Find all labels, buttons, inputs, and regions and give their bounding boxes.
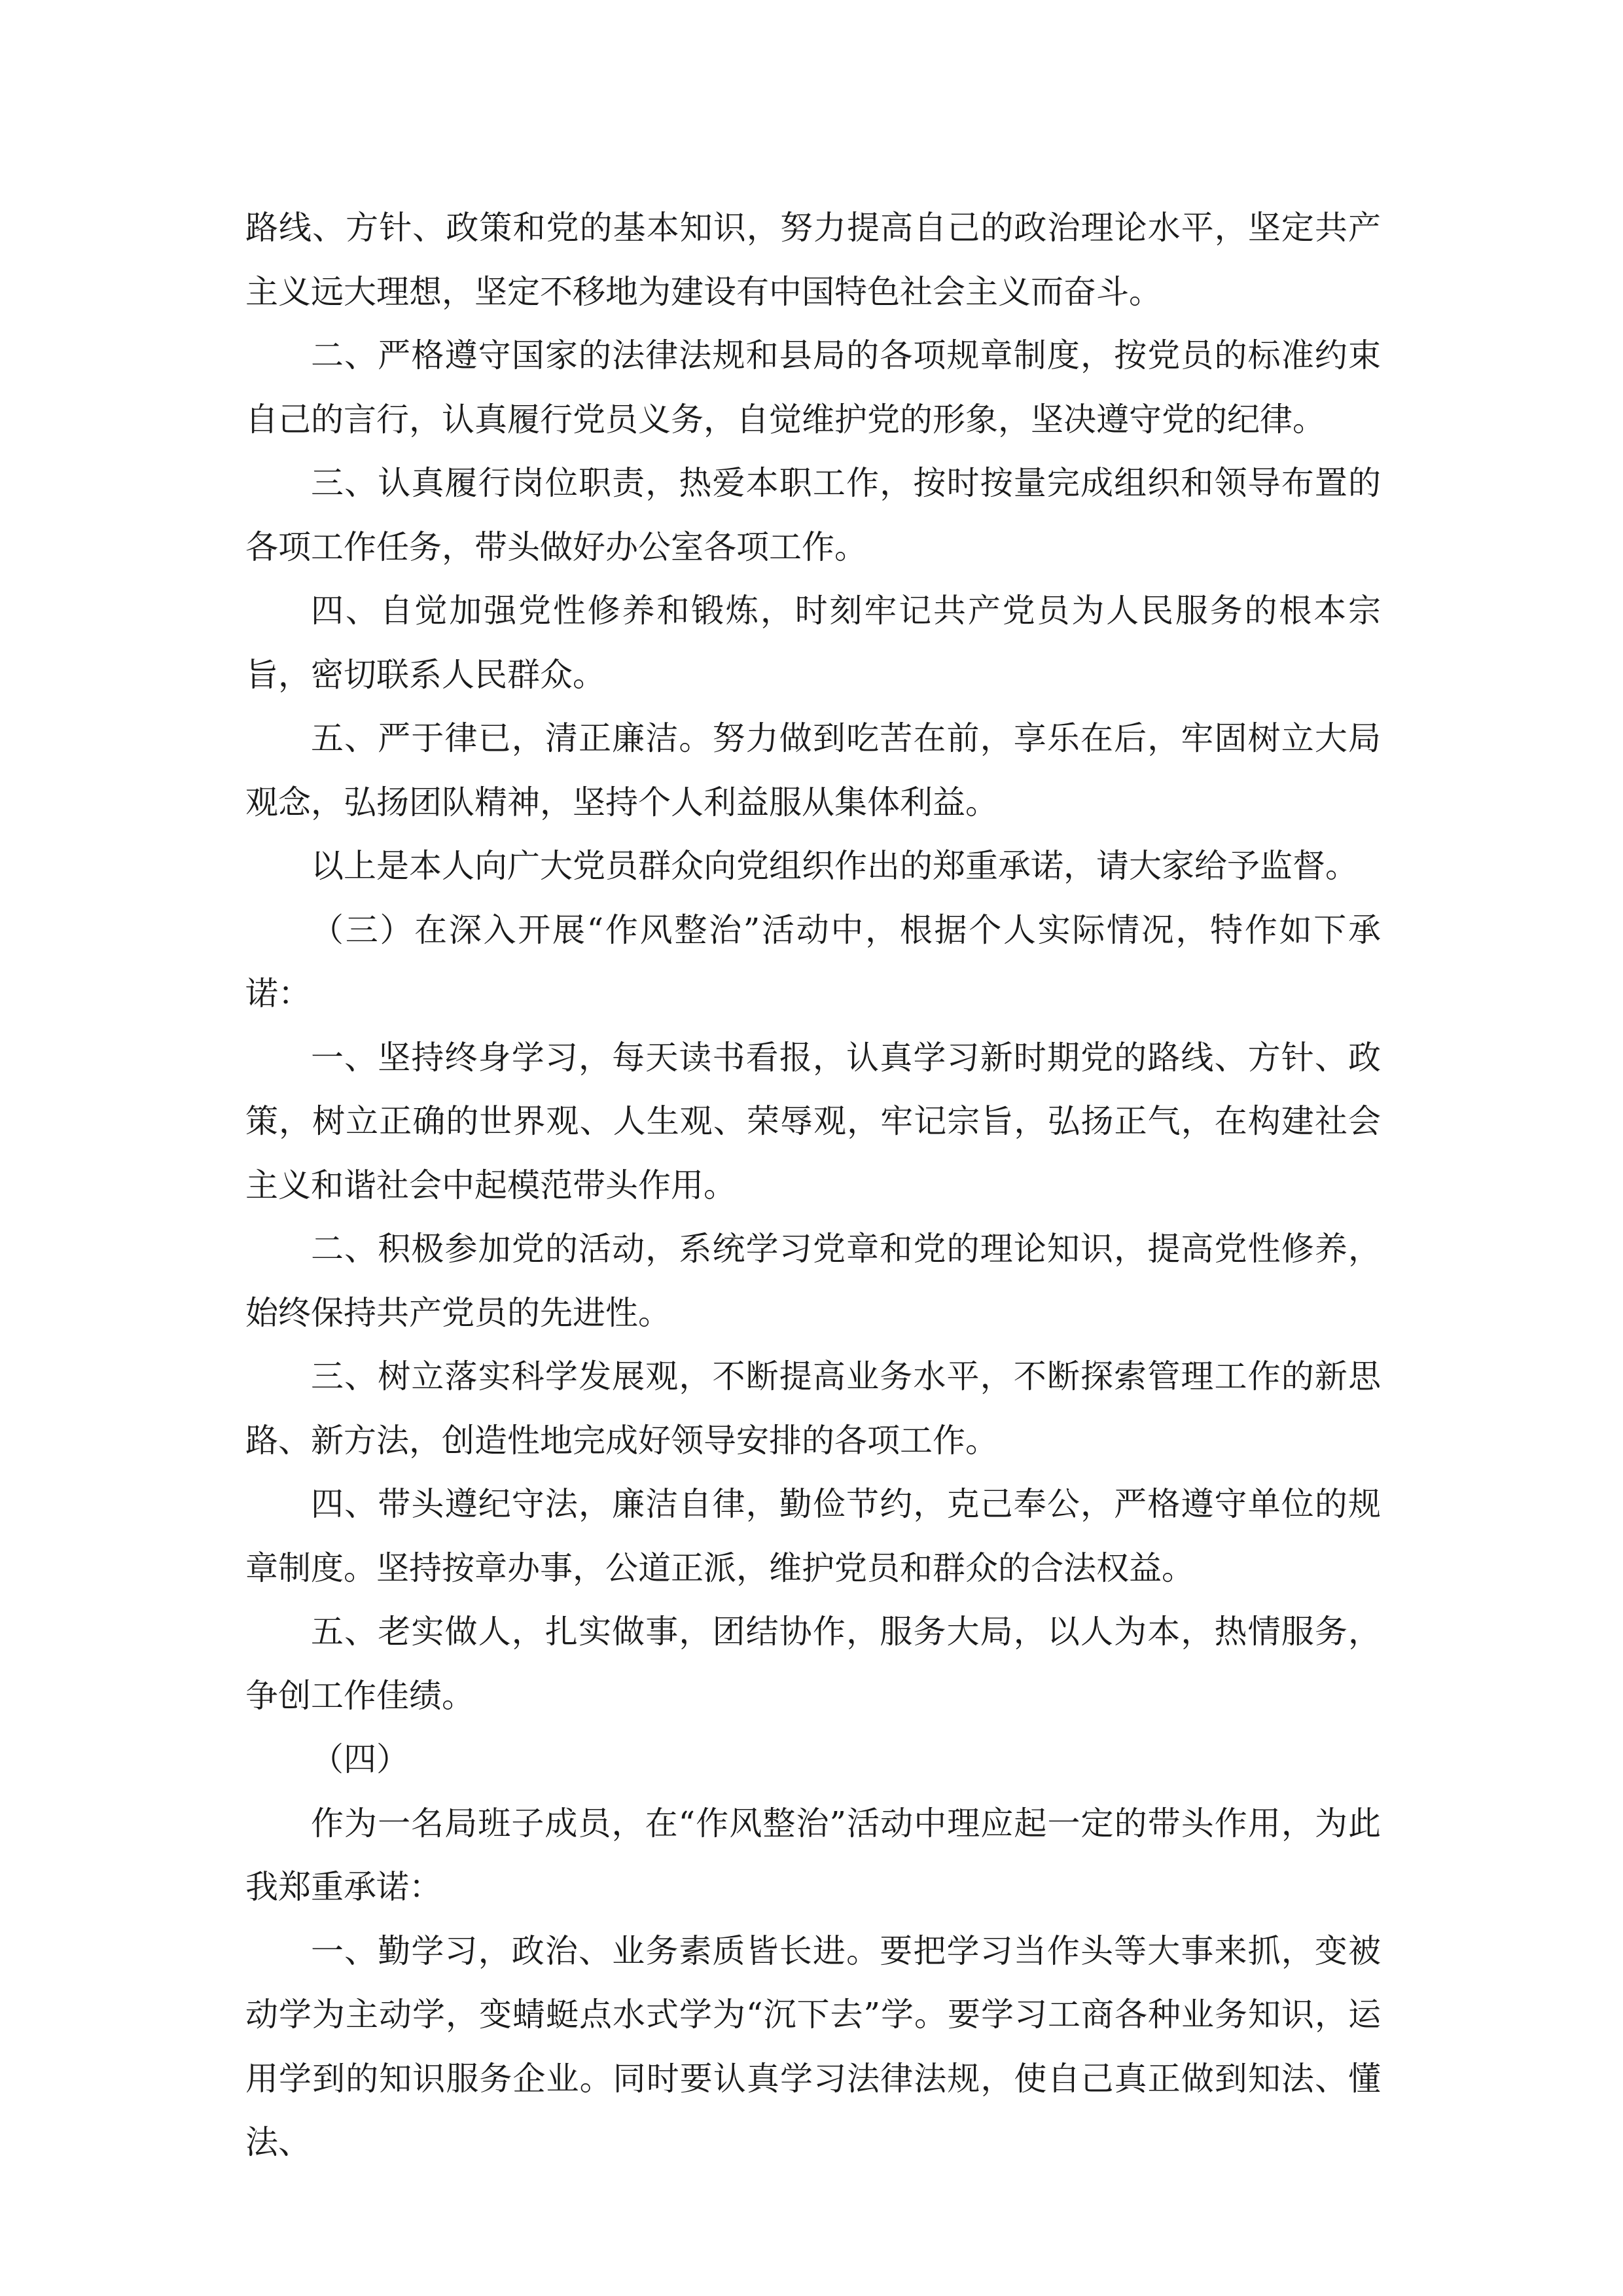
section-marker: （四） [311, 1740, 409, 1778]
section-heading: （三）在深入开展“作风整治”活动中，根据个人实际情况，特作如下承诺： [245, 910, 1381, 1013]
paragraph: 五、严于律已，清正廉洁。努力做到吃苦在前，享乐在后，牢固树立大局观念，弘扬团队精神，坚持个人利益服从集体利益。 [245, 719, 1381, 821]
paragraph: 以上是本人向广大党员群众向党组织作出的郑重承诺，请大家给予监督。 [311, 847, 1358, 885]
paragraph: 三、树立落实科学发展观，不断提高业务水平，不断探索管理工作的新思路、新方法，创造性地完成好领导安排的各项工作。 [245, 1357, 1381, 1460]
paragraph: 三、认真履行岗位职责，热爱本职工作，按时按量完成组织和领导布置的各项工作任务，带头做好办公室各项工作。 [245, 464, 1381, 566]
paragraph: 四、带头遵纪守法，廉洁自律，勤俭节约，克己奉公，严格遵守单位的规章制度。坚持按章办事，公道正派，维护党员和群众的合法权益。 [245, 1485, 1381, 1587]
paragraph: 五、老实做人，扎实做事，团结协作，服务大局，以人为本，热情服务，争创工作佳绩。 [245, 1613, 1381, 1715]
paragraph: 二、严格遵守国家的法律法规和县局的各项规章制度，按党员的标准约束自己的言行，认真履行党员义务，自觉维护党的形象，坚决遵守党的纪律。 [245, 336, 1381, 439]
document-page [245, 196, 1381, 2175]
paragraph: 作为一名局班子成员，在“作风整治”活动中理应起一定的带头作用，为此我郑重承诺： [245, 1804, 1381, 1906]
paragraph: 一、勤学习，政治、业务素质皆长进。要把学习当作头等大事来抓，变被动学为主动学，变蜻蜓点水式学为“沉下去”学。要学习工商各种业务知识，运用学到的知识服务企业。同时要认真学习法律法规，使自己真正做到知法、懂法、 [245, 1931, 1381, 2161]
paragraph: 路线、方针、政策和党的基本知识，努力提高自己的政治理论水平，坚定共产主义远大理想，坚定不移地为建设有中国特色社会主义而奋斗。 [245, 209, 1381, 311]
paragraph: 四、自觉加强党性修养和锻炼，时刻牢记共产党员为人民服务的根本宗旨，密切联系人民群众。 [245, 592, 1381, 694]
paragraph: 二、积极参加党的活动，系统学习党章和党的理论知识，提高党性修养，始终保持共产党员的先进性。 [245, 1230, 1381, 1332]
paragraph: 一、坚持终身学习，每天读书看报，认真学习新时期党的路线、方针、政策，树立正确的世界观、人生观、荣辱观，牢记宗旨，弘扬正气，在构建社会主义和谐社会中起模范带头作用。 [245, 1038, 1381, 1204]
